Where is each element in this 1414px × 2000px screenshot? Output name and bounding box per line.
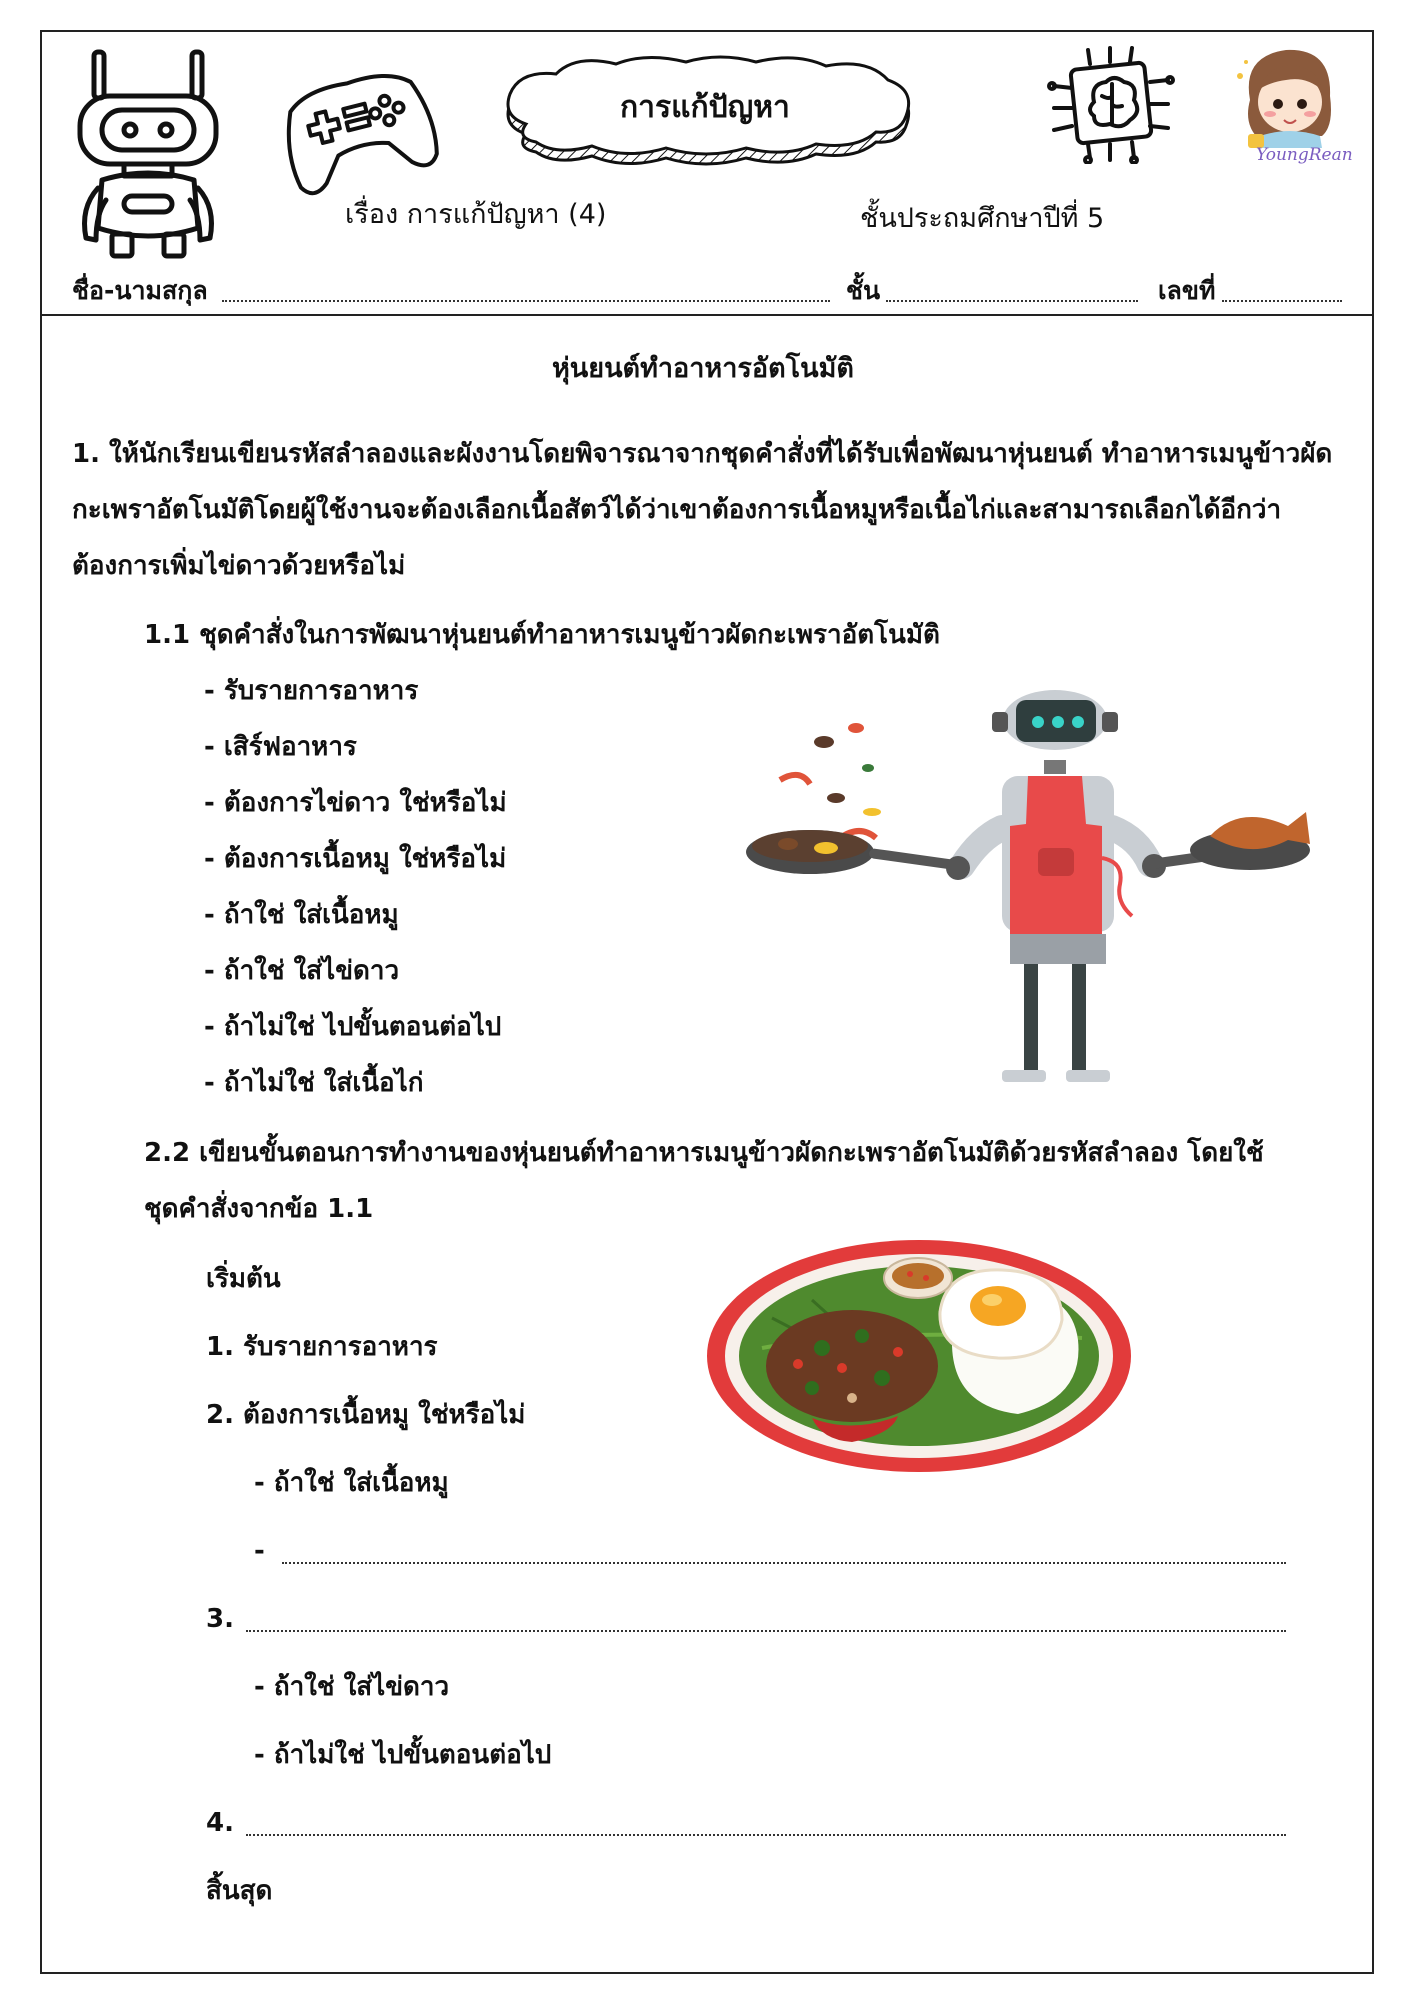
command-item: - ถ้าไม่ใช่ ไปขั้นตอนต่อไป	[204, 1012, 502, 1042]
pseudocode-step-3-prefix: 3.	[206, 1604, 234, 1634]
youngrean-logo	[1226, 40, 1354, 164]
command-item: - ต้องการไข่ดาว ใช่หรือไม่	[204, 788, 507, 818]
header-divider	[40, 314, 1374, 316]
grade-label: ชั้นประถมศึกษาปีที่ 5	[860, 203, 1105, 234]
command-item: - ต้องการเนื้อหมู ใช่หรือไม่	[204, 844, 507, 874]
class-label: ชั้น	[846, 276, 881, 305]
name-field[interactable]	[222, 300, 830, 302]
game-controller-icon	[276, 56, 440, 198]
command-item: - รับรายการอาหาร	[204, 676, 419, 706]
topic-label: เรื่อง การแก้ปัญหา (4)	[345, 199, 607, 230]
pseudocode-step-2: 2. ต้องการเนื้อหมู ใช่หรือไม่	[206, 1400, 526, 1430]
worksheet-title: หุ่นยนต์ทำอาหารอัตโนมัติ	[552, 353, 854, 384]
answer-blank-step-4[interactable]	[246, 1834, 1286, 1836]
section-2-2-heading-line2: ชุดคำสั่งจากข้อ 1.1	[144, 1194, 374, 1224]
command-item: - ถ้าใช่ ใส่เนื้อหมู	[204, 900, 399, 930]
number-label: เลขที่	[1158, 276, 1216, 305]
section-1-1-heading: 1.1 ชุดคำสั่งในการพัฒนาหุ่นยนต์ทำอาหารเมนูข้าวผัดกะเพราอัตโนมัติ	[144, 620, 940, 650]
pseudocode-step-2-yes: - ถ้าใช่ ใส่เนื้อหมู	[254, 1468, 449, 1498]
class-field[interactable]	[886, 300, 1138, 302]
instruction-paragraph: 1. ให้นักเรียนเขียนรหัสลำลองและผังงานโดยพิจารณาจากชุดคำสั่งที่ได้รับเพื่อพัฒนาหุ่นยนต์ ทำอาหารเมนูข้าวผัดกะเพราอัตโนมัติโดยผู้ใช้งานจะต้องเลือกเนื้อสัตว์ได้ว่าเขาต้องการเนื้อหมูหรือเนื้อไก่และสามารถเลือกได้อีกว่าต้องการเพิ่มไข่ดาวด้วยหรือไม่	[72, 439, 1333, 581]
pseudocode-step-3-no: - ถ้าไม่ใช่ ไปขั้นตอนต่อไป	[254, 1740, 552, 1770]
name-label: ชื่อ-นามสกุล	[72, 276, 208, 305]
robot-chef-illustration	[740, 688, 1320, 1096]
pseudocode-step-1: 1. รับรายการอาหาร	[206, 1332, 438, 1362]
brain-chip-icon	[1044, 46, 1178, 164]
basil-rice-plate-illustration	[702, 1228, 1136, 1478]
section-2-2-heading-line1: 2.2 เขียนขั้นตอนการทำงานของหุ่นยนต์ทำอาหารเมนูข้าวผัดกะเพราอัตโนมัติด้วยรหัสลำลอง โดยใช้	[144, 1138, 1264, 1168]
command-item: - เสิร์ฟอาหาร	[204, 732, 357, 762]
pseudocode-start: เริ่มต้น	[206, 1264, 281, 1294]
command-item: - ถ้าไม่ใช่ ใส่เนื้อไก่	[204, 1068, 424, 1098]
pseudocode-step-4-prefix: 4.	[206, 1808, 234, 1838]
banner-title: การแก้ปัญหา	[620, 90, 790, 125]
logo-text: YoungRean	[1256, 145, 1353, 164]
answer-blank-step-2-no[interactable]	[282, 1562, 1286, 1564]
robot-icon	[72, 48, 224, 260]
pseudocode-end: สิ้นสุด	[206, 1876, 273, 1906]
pseudocode-step-2-blank-prefix: -	[254, 1536, 265, 1566]
number-field[interactable]	[1222, 300, 1342, 302]
command-item: - ถ้าใช่ ใส่ไข่ดาว	[204, 956, 400, 986]
answer-blank-step-3[interactable]	[246, 1630, 1286, 1632]
pseudocode-step-3-yes: - ถ้าใช่ ใส่ไข่ดาว	[254, 1672, 450, 1702]
